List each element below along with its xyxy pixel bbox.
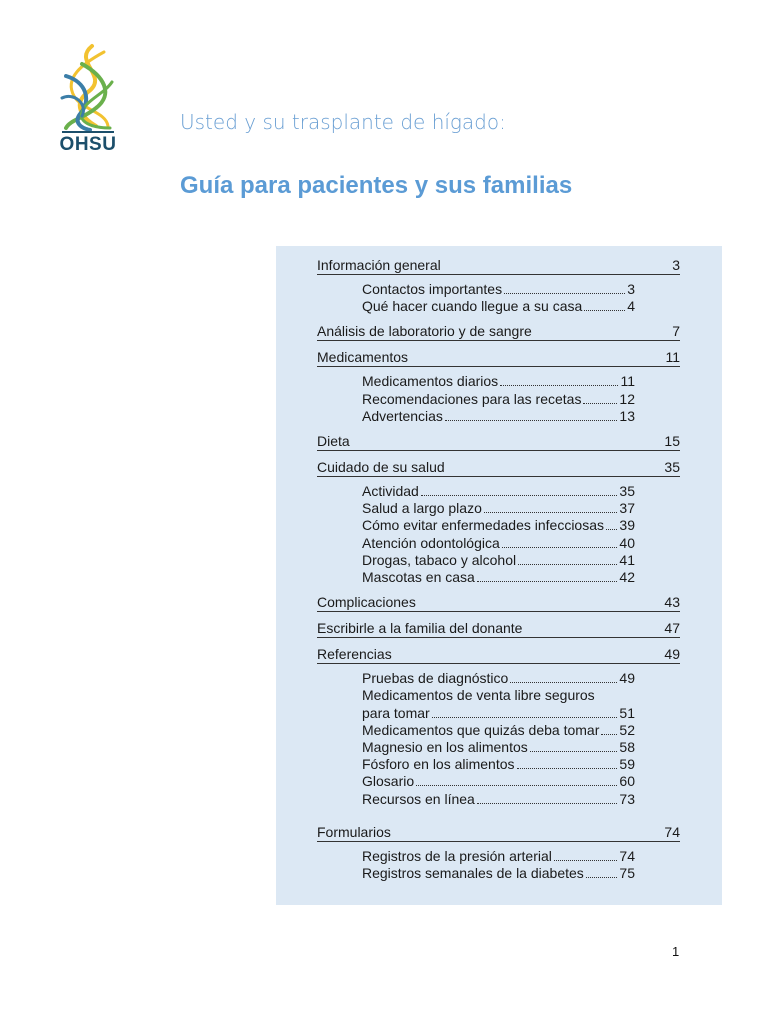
leader-dots bbox=[583, 403, 617, 404]
toc-item[interactable] bbox=[362, 705, 635, 722]
toc-item-label: Pruebas de diagnóstico bbox=[362, 670, 509, 687]
toc-item-label: Medicamentos de venta libre seguros bbox=[362, 687, 595, 704]
toc-section-dieta[interactable] bbox=[317, 433, 680, 451]
toc-item-label: Qué hacer cuando llegue a su casa bbox=[362, 298, 583, 315]
document-title: Guía para pacientes y sus familias bbox=[180, 172, 573, 199]
toc-item-label: Drogas, tabaco y alcohol bbox=[362, 551, 517, 568]
toc-item[interactable] bbox=[362, 373, 635, 390]
toc-section-complicaciones[interactable] bbox=[317, 594, 680, 612]
toc-section-label: Formularios bbox=[317, 823, 391, 840]
toc-item-page: 35 bbox=[619, 483, 635, 500]
toc-item-page: 74 bbox=[619, 847, 635, 864]
logo-divider bbox=[62, 131, 114, 133]
toc-item-page: 75 bbox=[619, 865, 635, 882]
toc-item[interactable] bbox=[362, 552, 635, 569]
toc-section-label: Referencias bbox=[317, 646, 392, 663]
toc-item-label: para tomar bbox=[362, 704, 430, 721]
toc-item-label: Cómo evitar enfermedades infecciosas bbox=[362, 517, 605, 534]
leader-dots bbox=[432, 717, 618, 718]
toc-section-page: 49 bbox=[664, 646, 680, 663]
toc-item[interactable] bbox=[362, 791, 635, 808]
leader-dots bbox=[606, 529, 617, 530]
toc-item-page: 58 bbox=[619, 739, 635, 756]
toc-subsection-list bbox=[362, 281, 635, 315]
leader-dots bbox=[445, 420, 617, 421]
leader-dots bbox=[416, 785, 617, 786]
toc-item-label: Fósforo en los alimentos bbox=[362, 756, 515, 773]
toc-section-referencias[interactable] bbox=[317, 646, 680, 664]
toc-item-label: Salud a largo plazo bbox=[362, 500, 482, 517]
toc-section-label: Información general bbox=[317, 257, 441, 273]
leader-dots bbox=[530, 751, 618, 752]
toc-item-page: 49 bbox=[619, 670, 635, 687]
toc-item-page: 59 bbox=[619, 756, 635, 773]
toc-item[interactable] bbox=[362, 569, 635, 586]
toc-section-informacion-general[interactable] bbox=[317, 257, 680, 275]
toc-item-page: 37 bbox=[619, 500, 635, 517]
toc-item-label: Actividad bbox=[362, 483, 419, 500]
toc-item-label: Recomendaciones para las recetas bbox=[362, 390, 582, 407]
toc-item[interactable] bbox=[362, 535, 635, 552]
leader-dots bbox=[504, 293, 625, 294]
toc-item-page: 11 bbox=[620, 373, 635, 390]
toc-item-label: Contactos importantes bbox=[362, 281, 503, 297]
toc-item[interactable] bbox=[362, 756, 635, 773]
toc-section-page: 47 bbox=[664, 620, 680, 637]
leader-dots bbox=[554, 860, 618, 861]
toc-item[interactable] bbox=[362, 848, 635, 865]
leader-dots bbox=[477, 581, 618, 582]
spacer bbox=[317, 816, 680, 824]
leader-dots bbox=[500, 385, 618, 386]
toc-section-label: Escribirle a la familia del donante bbox=[317, 620, 523, 637]
leader-dots bbox=[502, 547, 618, 548]
ohsu-flame-icon bbox=[52, 42, 124, 134]
toc-item[interactable] bbox=[362, 298, 635, 315]
toc-section-page: 43 bbox=[664, 594, 680, 611]
toc-item[interactable] bbox=[362, 739, 635, 756]
toc-section-page: 74 bbox=[664, 823, 680, 840]
toc-item-page: 12 bbox=[619, 390, 635, 407]
toc-subsection-list bbox=[362, 483, 635, 586]
toc-item[interactable] bbox=[362, 517, 635, 534]
toc-item[interactable] bbox=[362, 391, 635, 408]
toc-item-label: Glosario bbox=[362, 773, 415, 790]
toc-section-cuidado[interactable] bbox=[317, 459, 680, 477]
toc-item[interactable] bbox=[362, 865, 635, 882]
toc-item-page: 42 bbox=[619, 569, 635, 586]
toc-section-page: 11 bbox=[665, 349, 680, 366]
toc-item-label: Magnesio en los alimentos bbox=[362, 739, 528, 756]
document-subtitle: Usted y su trasplante de hígado: bbox=[180, 110, 506, 134]
leader-dots bbox=[518, 564, 617, 565]
toc-item-label: Mascotas en casa bbox=[362, 569, 475, 586]
leader-dots bbox=[510, 682, 617, 683]
toc-section-medicamentos[interactable] bbox=[317, 349, 680, 367]
page-number: 1 bbox=[672, 944, 680, 959]
toc-item-page: 52 bbox=[619, 721, 635, 738]
toc-item-label: Recursos en línea bbox=[362, 790, 475, 807]
leader-dots bbox=[477, 803, 618, 804]
leader-dots bbox=[586, 877, 618, 878]
leader-dots bbox=[517, 768, 618, 769]
ohsu-logo bbox=[52, 42, 124, 157]
toc-section-analisis[interactable] bbox=[317, 323, 680, 341]
toc-item-page: 39 bbox=[619, 517, 635, 534]
toc-subsection-list bbox=[362, 373, 635, 425]
toc-section-escribirle[interactable] bbox=[317, 620, 680, 638]
toc-section-page: 3 bbox=[672, 257, 680, 273]
toc-item-page: 3 bbox=[627, 281, 635, 297]
toc-item-first-line[interactable] bbox=[362, 687, 635, 704]
toc-section-label: Medicamentos bbox=[317, 349, 409, 366]
toc-section-label: Análisis de laboratorio y de sangre bbox=[317, 323, 532, 340]
toc-item-page: 41 bbox=[619, 551, 635, 568]
toc-section-page: 7 bbox=[672, 323, 680, 340]
leader-dots bbox=[421, 495, 618, 496]
toc-section-label: Cuidado de su salud bbox=[317, 459, 445, 476]
leader-dots bbox=[584, 310, 625, 311]
logo-wordmark: OHSU bbox=[59, 134, 117, 155]
toc-section-label: Complicaciones bbox=[317, 594, 416, 611]
toc-subsection-list bbox=[362, 670, 635, 808]
toc-item-page: 13 bbox=[619, 407, 635, 424]
toc-item-page: 73 bbox=[619, 790, 635, 807]
leader-dots bbox=[484, 512, 618, 513]
toc-item[interactable] bbox=[362, 670, 635, 687]
toc-item-page: 51 bbox=[619, 704, 635, 721]
toc-item[interactable] bbox=[362, 483, 635, 500]
table-of-contents bbox=[317, 257, 680, 890]
toc-section-page: 35 bbox=[664, 459, 680, 476]
toc-item[interactable] bbox=[362, 500, 635, 517]
toc-item-label: Advertencias bbox=[362, 407, 443, 424]
toc-item-label: Medicamentos que quizás deba tomar bbox=[362, 721, 600, 738]
leader-dots bbox=[601, 734, 617, 735]
toc-section-page: 15 bbox=[664, 433, 680, 450]
toc-section-formularios[interactable] bbox=[317, 824, 680, 842]
toc-item-page: 4 bbox=[627, 298, 635, 315]
toc-item[interactable] bbox=[362, 281, 635, 298]
toc-item-page: 60 bbox=[619, 773, 635, 790]
toc-item-label: Atención odontológica bbox=[362, 534, 500, 551]
toc-item-label: Registros de la presión arterial bbox=[362, 847, 552, 864]
toc-subsection-list bbox=[362, 848, 635, 882]
toc-item[interactable] bbox=[362, 408, 635, 425]
toc-item[interactable] bbox=[362, 773, 635, 790]
toc-item-label: Medicamentos diarios bbox=[362, 373, 499, 390]
toc-section-label: Dieta bbox=[317, 433, 350, 450]
toc-item-label: Registros semanales de la diabetes bbox=[362, 865, 584, 882]
toc-item-page: 40 bbox=[619, 534, 635, 551]
toc-item[interactable] bbox=[362, 722, 635, 739]
